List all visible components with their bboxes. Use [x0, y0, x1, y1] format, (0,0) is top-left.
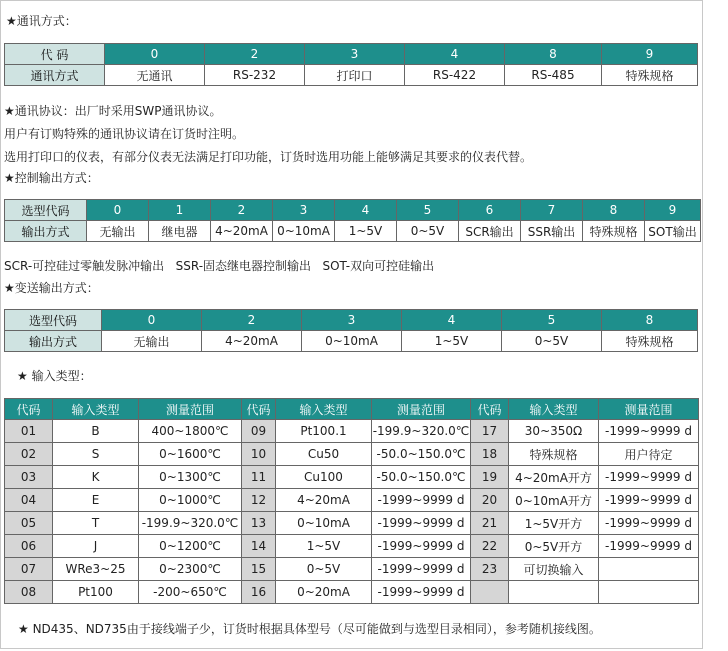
ctrl-value-cell: 4~20mA: [211, 221, 273, 242]
input-range-cell: -199.9~320.0℃: [372, 420, 471, 443]
input-range-cell: -50.0~150.0℃: [372, 466, 471, 489]
input-code-cell: 02: [5, 443, 53, 466]
input-code-cell: 05: [5, 512, 53, 535]
input-range-cell: -50.0~150.0℃: [372, 443, 471, 466]
input-type-cell: Pt100: [53, 581, 139, 604]
input-range-cell: [599, 581, 699, 604]
input-range-cell: -1999~9999 d: [599, 489, 699, 512]
ctrl-code-cell: 5: [397, 200, 459, 221]
input-code-cell: [471, 581, 509, 604]
input-code-cell: 11: [242, 466, 276, 489]
ctrl-code-cell: 0: [87, 200, 149, 221]
comm-code-cell: 2: [205, 44, 305, 65]
input-type-cell: K: [53, 466, 139, 489]
input-code-cell: 18: [471, 443, 509, 466]
input-type-cell: WRe3~25: [53, 558, 139, 581]
input-range-cell: -1999~9999 d: [599, 535, 699, 558]
ctrl-note: SCR-可控硅过零触发脉冲输出 SSR-固态继电器控制输出 SOT-双向可控硅输出: [4, 259, 435, 273]
trans-code-cell: 8: [602, 310, 698, 331]
input-range-cell: 400~1800℃: [139, 420, 242, 443]
input-range-cell: 0~1600℃: [139, 443, 242, 466]
input-range-cell: -1999~9999 d: [599, 512, 699, 535]
comm-table: [4, 43, 698, 86]
comm-value-cell: RS-485: [505, 65, 602, 86]
input-type-cell: S: [53, 443, 139, 466]
ctrl-value-cell: SCR输出: [459, 221, 521, 242]
comm-code-cell: 9: [602, 44, 698, 65]
input-header-cell: 代码: [242, 399, 276, 420]
comm-value-cell: 无通讯: [105, 65, 205, 86]
input-range-cell: -200~650℃: [139, 581, 242, 604]
trans-value-cell: 无输出: [102, 331, 202, 352]
ctrl-value-cell: 继电器: [149, 221, 211, 242]
ctrl-code-cell: 8: [583, 200, 645, 221]
input-code-cell: 01: [5, 420, 53, 443]
input-type-cell: E: [53, 489, 139, 512]
ctrl-heading: ★控制输出方式：: [4, 171, 99, 185]
input-range-cell: -1999~9999 d: [372, 512, 471, 535]
input-code-cell: 14: [242, 535, 276, 558]
input-header-cell: 测量范围: [599, 399, 699, 420]
ctrl-value-cell: SSR输出: [521, 221, 583, 242]
input-header-cell: 代码: [5, 399, 53, 420]
ctrl-code-cell: 6: [459, 200, 521, 221]
input-code-cell: 21: [471, 512, 509, 535]
input-type-cell: Pt100.1: [276, 420, 372, 443]
trans-code-cell: 2: [202, 310, 302, 331]
ctrl-code-cell: 7: [521, 200, 583, 221]
input-code-cell: 10: [242, 443, 276, 466]
input-code-cell: 04: [5, 489, 53, 512]
input-header-cell: 输入类型: [53, 399, 139, 420]
ctrl-value-cell: 无输出: [87, 221, 149, 242]
input-range-cell: 用户待定: [599, 443, 699, 466]
input-code-cell: 07: [5, 558, 53, 581]
input-code-cell: 12: [242, 489, 276, 512]
ctrl-table: [4, 199, 701, 242]
ctrl-value-cell: 0~10mA: [273, 221, 335, 242]
input-range-cell: [599, 558, 699, 581]
input-type-cell: 特殊规格: [509, 443, 599, 466]
comm-heading: ★通讯方式：: [6, 14, 77, 28]
input-type-cell: 4~20mA开方: [509, 466, 599, 489]
input-type-cell: 30~350Ω: [509, 420, 599, 443]
input-code-cell: 03: [5, 466, 53, 489]
input-code-cell: 08: [5, 581, 53, 604]
trans-heading: ★变送输出方式：: [4, 281, 99, 295]
input-header-cell: 测量范围: [139, 399, 242, 420]
input-header-cell: 代码: [471, 399, 509, 420]
input-range-cell: 0~1000℃: [139, 489, 242, 512]
comm-type-label: 通讯方式: [5, 65, 105, 86]
input-range-cell: -199.9~320.0℃: [139, 512, 242, 535]
input-code-cell: 15: [242, 558, 276, 581]
trans-value-cell: 0~5V: [502, 331, 602, 352]
trans-table: [4, 309, 698, 352]
input-table: [4, 398, 699, 604]
input-type-cell: J: [53, 535, 139, 558]
comm-note: ★通讯协议：出厂时采用SWP通讯协议。: [4, 104, 222, 118]
input-code-cell: 09: [242, 420, 276, 443]
comm-code-label: 代 码: [5, 44, 105, 65]
ctrl-value-cell: 特殊规格: [583, 221, 645, 242]
input-type-cell: Cu100: [276, 466, 372, 489]
trans-code-label: 选型代码: [5, 310, 102, 331]
ctrl-value-cell: 1~5V: [335, 221, 397, 242]
input-header-cell: 输入类型: [509, 399, 599, 420]
trans-code-cell: 0: [102, 310, 202, 331]
input-code-cell: 19: [471, 466, 509, 489]
trans-value-cell: 0~10mA: [302, 331, 402, 352]
footer-note: ★ ND435、ND735由于接线端子少，订货时根据具体型号（尽可能做到与选型目录相同），参考随机接线图。: [18, 622, 601, 636]
input-range-cell: -1999~9999 d: [599, 420, 699, 443]
trans-code-cell: 4: [402, 310, 502, 331]
trans-value-cell: 1~5V: [402, 331, 502, 352]
input-type-cell: 0~20mA: [276, 581, 372, 604]
trans-code-cell: 5: [502, 310, 602, 331]
input-code-cell: 22: [471, 535, 509, 558]
input-type-cell: 0~10mA: [276, 512, 372, 535]
input-range-cell: -1999~9999 d: [372, 535, 471, 558]
input-header-cell: 输入类型: [276, 399, 372, 420]
input-type-cell: B: [53, 420, 139, 443]
trans-type-label: 输出方式: [5, 331, 102, 352]
input-range-cell: 0~1200℃: [139, 535, 242, 558]
input-range-cell: -1999~9999 d: [372, 489, 471, 512]
ctrl-code-cell: 4: [335, 200, 397, 221]
comm-code-cell: 4: [405, 44, 505, 65]
input-code-cell: 16: [242, 581, 276, 604]
input-type-cell: 0~5V开方: [509, 535, 599, 558]
input-type-cell: 4~20mA: [276, 489, 372, 512]
input-type-cell: 1~5V: [276, 535, 372, 558]
comm-value-cell: RS-422: [405, 65, 505, 86]
input-code-cell: 17: [471, 420, 509, 443]
ctrl-code-label: 选型代码: [5, 200, 87, 221]
ctrl-code-cell: 3: [273, 200, 335, 221]
trans-value-cell: 特殊规格: [602, 331, 698, 352]
ctrl-type-label: 输出方式: [5, 221, 87, 242]
ctrl-code-cell: 1: [149, 200, 211, 221]
comm-code-cell: 0: [105, 44, 205, 65]
ctrl-code-cell: 9: [645, 200, 701, 221]
input-range-cell: -1999~9999 d: [372, 581, 471, 604]
input-range-cell: -1999~9999 d: [372, 558, 471, 581]
comm-code-cell: 8: [505, 44, 602, 65]
input-header-cell: 测量范围: [372, 399, 471, 420]
input-range-cell: 0~2300℃: [139, 558, 242, 581]
input-range-cell: 0~1300℃: [139, 466, 242, 489]
input-code-cell: 13: [242, 512, 276, 535]
trans-code-cell: 3: [302, 310, 402, 331]
comm-value-cell: 特殊规格: [602, 65, 698, 86]
ctrl-value-cell: SOT输出: [645, 221, 701, 242]
input-code-cell: 23: [471, 558, 509, 581]
input-range-cell: -1999~9999 d: [599, 466, 699, 489]
comm-code-cell: 3: [305, 44, 405, 65]
input-type-cell: [509, 581, 599, 604]
input-type-cell: T: [53, 512, 139, 535]
input-type-cell: 1~5V开方: [509, 512, 599, 535]
input-heading: ★ 输入类型：: [17, 369, 92, 383]
comm-note: 用户有订购特殊的通讯协议请在订货时注明。: [4, 127, 245, 141]
comm-value-cell: 打印口: [305, 65, 405, 86]
trans-value-cell: 4~20mA: [202, 331, 302, 352]
ctrl-value-cell: 0~5V: [397, 221, 459, 242]
input-type-cell: 可切换输入: [509, 558, 599, 581]
comm-value-cell: RS-232: [205, 65, 305, 86]
comm-note: 选用打印口的仪表，有部分仪表无法满足打印功能，订货时选用功能上能够满足其要求的仪表代替。: [4, 150, 533, 164]
input-code-cell: 06: [5, 535, 53, 558]
ctrl-code-cell: 2: [211, 200, 273, 221]
input-type-cell: 0~10mA开方: [509, 489, 599, 512]
input-type-cell: Cu50: [276, 443, 372, 466]
input-type-cell: 0~5V: [276, 558, 372, 581]
input-code-cell: 20: [471, 489, 509, 512]
